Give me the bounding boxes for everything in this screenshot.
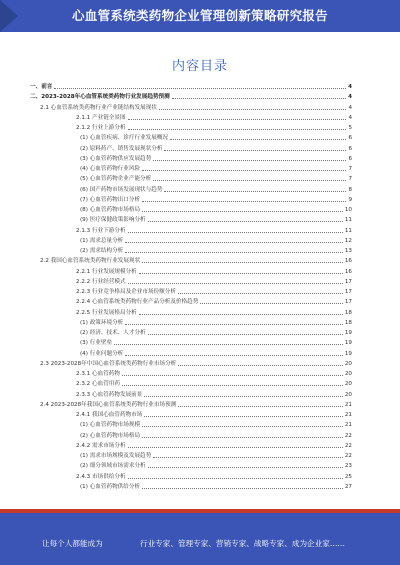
toc-entry-page: 16 xyxy=(344,268,352,275)
toc-entry[interactable] xyxy=(30,318,352,328)
toc-leader-dots xyxy=(172,98,346,99)
toc-entry[interactable] xyxy=(30,410,352,420)
toc-entry-label: 2.2.5 行业发展格局分析 xyxy=(76,309,137,316)
toc-leader-dots xyxy=(139,314,343,315)
toc-leader-dots xyxy=(153,180,346,181)
toc-entry-page: 7 xyxy=(348,176,352,183)
toc-entry[interactable] xyxy=(30,267,352,277)
toc-leader-dots xyxy=(122,385,343,386)
toc-leader-dots xyxy=(128,447,343,448)
toc-entry-label: 2.4 2023-2028年我国心血管系统类药物行业市场预测 xyxy=(40,401,177,408)
toc-entry-page: 9 xyxy=(348,196,352,203)
toc-entry-page: 4 xyxy=(348,104,352,111)
toc-entry-label: (5) 心血管药物企业产能分析 xyxy=(80,176,152,183)
toc-entry[interactable] xyxy=(30,123,352,133)
toc-entry-page: 27 xyxy=(344,483,352,490)
toc-entry-page: 18 xyxy=(344,319,352,326)
report-title: 心血管系统类药物企业管理创新策略研究报告 xyxy=(71,8,328,23)
toc-entry-label: (3) 行业壁垒 xyxy=(80,340,113,347)
toc-entry-label: (2) 原料药产、销售发展现状分析 xyxy=(80,145,163,152)
toc-entry-page: 6 xyxy=(348,145,352,152)
toc-entry-label: (9) 医疗保健政策影响分析 xyxy=(80,217,146,224)
toc-entry[interactable] xyxy=(30,328,352,338)
footer-slogan-left: 让每个人都能成为 xyxy=(42,539,103,548)
toc-leader-dots xyxy=(142,211,343,212)
footer-slogan-right: 行业专家、管理专家、营销专家、战略专家、成为企业家…… xyxy=(140,539,346,548)
toc-entry[interactable] xyxy=(30,400,352,410)
toc-entry-label: (2) 需求结构分析 xyxy=(80,248,124,254)
toc-entry[interactable] xyxy=(30,431,352,441)
toc-leader-dots xyxy=(142,262,343,263)
toc-leader-dots xyxy=(159,109,346,110)
toc-entry[interactable] xyxy=(30,236,352,246)
toc-entry-page: 21 xyxy=(344,412,352,418)
toc-entry[interactable] xyxy=(30,287,352,297)
toc-entry[interactable] xyxy=(30,246,352,256)
toc-entry-page: 11 xyxy=(344,227,352,234)
toc-entry-page: 11 xyxy=(344,217,352,224)
toc-entry[interactable] xyxy=(30,195,352,205)
toc-entry-page: 4 xyxy=(348,94,352,101)
toc-entry[interactable] xyxy=(30,441,352,451)
toc-entry[interactable] xyxy=(30,82,352,92)
toc-leader-dots xyxy=(144,396,343,397)
toc-leader-dots xyxy=(125,324,343,325)
toc-entry-label: (1) 需求总量分析 xyxy=(80,237,124,244)
toc-entry-page: 17 xyxy=(344,299,352,306)
toc-leader-dots xyxy=(148,334,343,335)
toc-entry-page: 4 xyxy=(348,114,352,121)
toc-entry-label: 一、前言 xyxy=(30,84,53,90)
toc-entry[interactable] xyxy=(30,359,352,369)
toc-entry-label: (2) 经济、技术、人才分析 xyxy=(80,330,146,336)
toc-entry-label: 2.3.3 心血管药物发展前景 xyxy=(76,391,143,398)
toc-entry[interactable] xyxy=(30,133,352,143)
toc-entry[interactable] xyxy=(30,482,352,492)
toc-leader-dots xyxy=(54,88,346,89)
toc-leader-dots xyxy=(178,293,343,294)
toc-entry-label: 2.3.1 心血管药物 xyxy=(76,371,120,377)
toc-entry-label: 2.4.1 我国心血管药物市场 xyxy=(76,412,143,418)
toc-leader-dots xyxy=(128,129,346,130)
toc-leader-dots xyxy=(170,139,346,140)
toc-entry[interactable] xyxy=(30,256,352,266)
toc-entry-page: 21 xyxy=(344,422,352,429)
toc-entry[interactable] xyxy=(30,103,352,113)
toc-entry-page: 6 xyxy=(348,135,352,142)
toc-entry[interactable] xyxy=(30,277,352,287)
footer-banner xyxy=(0,509,400,565)
toc-entry-page: 5 xyxy=(348,125,352,131)
toc-leader-dots xyxy=(125,252,343,253)
toc-entry-page: 13 xyxy=(344,248,352,254)
toc-entry-label: (2) 心血管药物市场格局 xyxy=(80,432,141,439)
toc-entry[interactable] xyxy=(30,420,352,430)
toc-leader-dots xyxy=(148,221,343,222)
footer-accent-bar xyxy=(0,509,400,513)
toc-entry-page: 23 xyxy=(344,463,352,470)
toc-entry-label: 2.3 2023-2028年中国心血管系统类药物行业市场分析 xyxy=(40,360,177,367)
toc-entry[interactable] xyxy=(30,154,352,164)
toc-entry-label: (6) 国产药物市场发展现状与趋势 xyxy=(80,186,163,193)
toc-leader-dots xyxy=(128,478,343,479)
toc-entry[interactable] xyxy=(30,113,352,123)
toc-entry[interactable] xyxy=(30,185,352,195)
toc-entry[interactable] xyxy=(30,451,352,461)
toc-entry[interactable] xyxy=(30,205,352,215)
toc-leader-dots xyxy=(153,457,343,458)
toc-entry-page: 21 xyxy=(344,401,352,408)
toc-entry-label: (2) 细分领域市场需求分析 xyxy=(80,463,146,470)
toc-leader-dots xyxy=(125,242,343,243)
toc-entry[interactable] xyxy=(30,164,352,174)
toc-entry-label: 2.2 我国心血管系统类药物行业发展现状 xyxy=(40,258,141,265)
toc-heading: 内容目录 xyxy=(171,59,228,74)
toc-leader-dots xyxy=(142,437,343,438)
toc-leader-dots xyxy=(122,375,343,376)
toc-entry-page: 20 xyxy=(344,360,352,367)
toc-leader-dots xyxy=(142,201,346,202)
toc-entry-label: (8) 心血管药物市场格局 xyxy=(80,207,141,213)
toc-entry-page: 22 xyxy=(344,432,352,439)
toc-leader-dots xyxy=(178,406,343,407)
toc-entry[interactable] xyxy=(30,390,352,400)
toc-entry[interactable] xyxy=(30,92,352,102)
toc-entry[interactable] xyxy=(30,226,352,236)
toc-entry-page: 6 xyxy=(348,155,352,162)
toc-leader-dots xyxy=(139,273,343,274)
toc-entry[interactable] xyxy=(30,461,352,471)
toc-entry-label: 2.4.2 需求市场分析 xyxy=(76,442,126,449)
toc-leader-dots xyxy=(164,191,346,192)
toc-entry-page: 8 xyxy=(348,186,352,193)
toc-entry-page: 20 xyxy=(344,371,352,377)
toc-leader-dots xyxy=(125,355,343,356)
toc-entry-label: (7) 心血管药物出口分析 xyxy=(80,196,141,203)
toc-entry-label: 2.2.3 行业竞争格局及企业市场份额分析 xyxy=(76,289,176,295)
toc-leader-dots xyxy=(128,119,346,120)
toc-entry[interactable] xyxy=(30,174,352,184)
toc-leader-dots xyxy=(148,467,343,468)
toc-entry[interactable] xyxy=(30,379,352,389)
toc-leader-dots xyxy=(142,488,343,489)
toc-entry-label: 2.1.1 产业链全景图 xyxy=(76,114,126,121)
toc-entry-page: 25 xyxy=(344,473,352,480)
toc-entry[interactable] xyxy=(30,472,352,482)
toc-entry-page: 7 xyxy=(348,166,352,172)
toc-leader-dots xyxy=(153,160,346,161)
toc-entry-label: 2.4.3 市场供给分析 xyxy=(76,473,126,480)
toc-entry-label: (1) 心血管药物市场规模 xyxy=(80,422,141,429)
toc-entry-label: (4) 心血管药物行业风险 xyxy=(80,166,141,172)
toc-entry-label: 二、2023-2028年心血管系统类药物行业发展趋势预测 xyxy=(30,94,170,101)
toc-leader-dots xyxy=(128,232,343,233)
toc-leader-dots xyxy=(178,365,343,366)
toc-entry-label: (1) 心血管疾病、诊疗行业发展概况 xyxy=(80,135,169,142)
toc-entry-page: 20 xyxy=(344,381,352,388)
toc-entry-label: (4) 行业问题分析 xyxy=(80,350,124,357)
toc-entry[interactable] xyxy=(30,349,352,359)
toc-entry-label: 2.1 心血管系统类药物行业产业链结构发展现状 xyxy=(40,104,157,111)
toc-entry[interactable] xyxy=(30,215,352,225)
toc-entry[interactable] xyxy=(30,144,352,154)
toc-entry-page: 19 xyxy=(344,350,352,357)
toc-entry-label: (3) 心血管药物供应发展趋势 xyxy=(80,155,152,162)
table-of-contents xyxy=(30,82,352,492)
toc-entry-label: 2.2.4 心血管系统类药物行业产品分析及价格趋势 xyxy=(76,299,199,306)
toc-entry-page: 19 xyxy=(344,340,352,347)
toc-leader-dots xyxy=(142,426,343,427)
toc-leader-dots xyxy=(144,416,343,417)
toc-leader-dots xyxy=(142,170,346,171)
toc-entry-page: 17 xyxy=(344,278,352,285)
toc-leader-dots xyxy=(128,283,343,284)
toc-entry[interactable] xyxy=(30,297,352,307)
toc-leader-dots xyxy=(164,150,346,151)
toc-leader-dots xyxy=(200,303,343,304)
toc-entry-label: (1) 心血管药物供给分析 xyxy=(80,483,141,490)
toc-entry-page: 16 xyxy=(344,258,352,265)
toc-entry-page: 12 xyxy=(344,237,352,244)
toc-leader-dots xyxy=(114,344,343,345)
toc-entry-page: 22 xyxy=(344,442,352,449)
toc-entry[interactable] xyxy=(30,308,352,318)
toc-entry-label: (1) 政策环境分析 xyxy=(80,319,124,326)
toc-entry-label: 2.3.2 心血管用药 xyxy=(76,381,120,388)
toc-entry[interactable] xyxy=(30,338,352,348)
toc-entry-label: 2.1.3 行业下游分析 xyxy=(76,227,126,234)
toc-entry-page: 18 xyxy=(344,309,352,316)
toc-entry-page: 22 xyxy=(344,453,352,459)
toc-entry-page: 10 xyxy=(344,207,352,213)
toc-entry-page: 20 xyxy=(344,391,352,398)
toc-entry-label: 2.2.2 行业经营模式 xyxy=(76,278,126,285)
toc-entry-page: 17 xyxy=(344,289,352,295)
toc-entry[interactable] xyxy=(30,369,352,379)
toc-entry-page: 4 xyxy=(348,84,352,90)
toc-entry-label: (1) 需求市场规模及发展趋势 xyxy=(80,453,152,459)
toc-entry-page: 19 xyxy=(344,330,352,336)
report-header xyxy=(0,0,400,32)
toc-entry-label: 2.1.2 行业上游分析 xyxy=(76,125,126,131)
toc-entry-label: 2.2.1 行业发展规模分析 xyxy=(76,268,137,275)
